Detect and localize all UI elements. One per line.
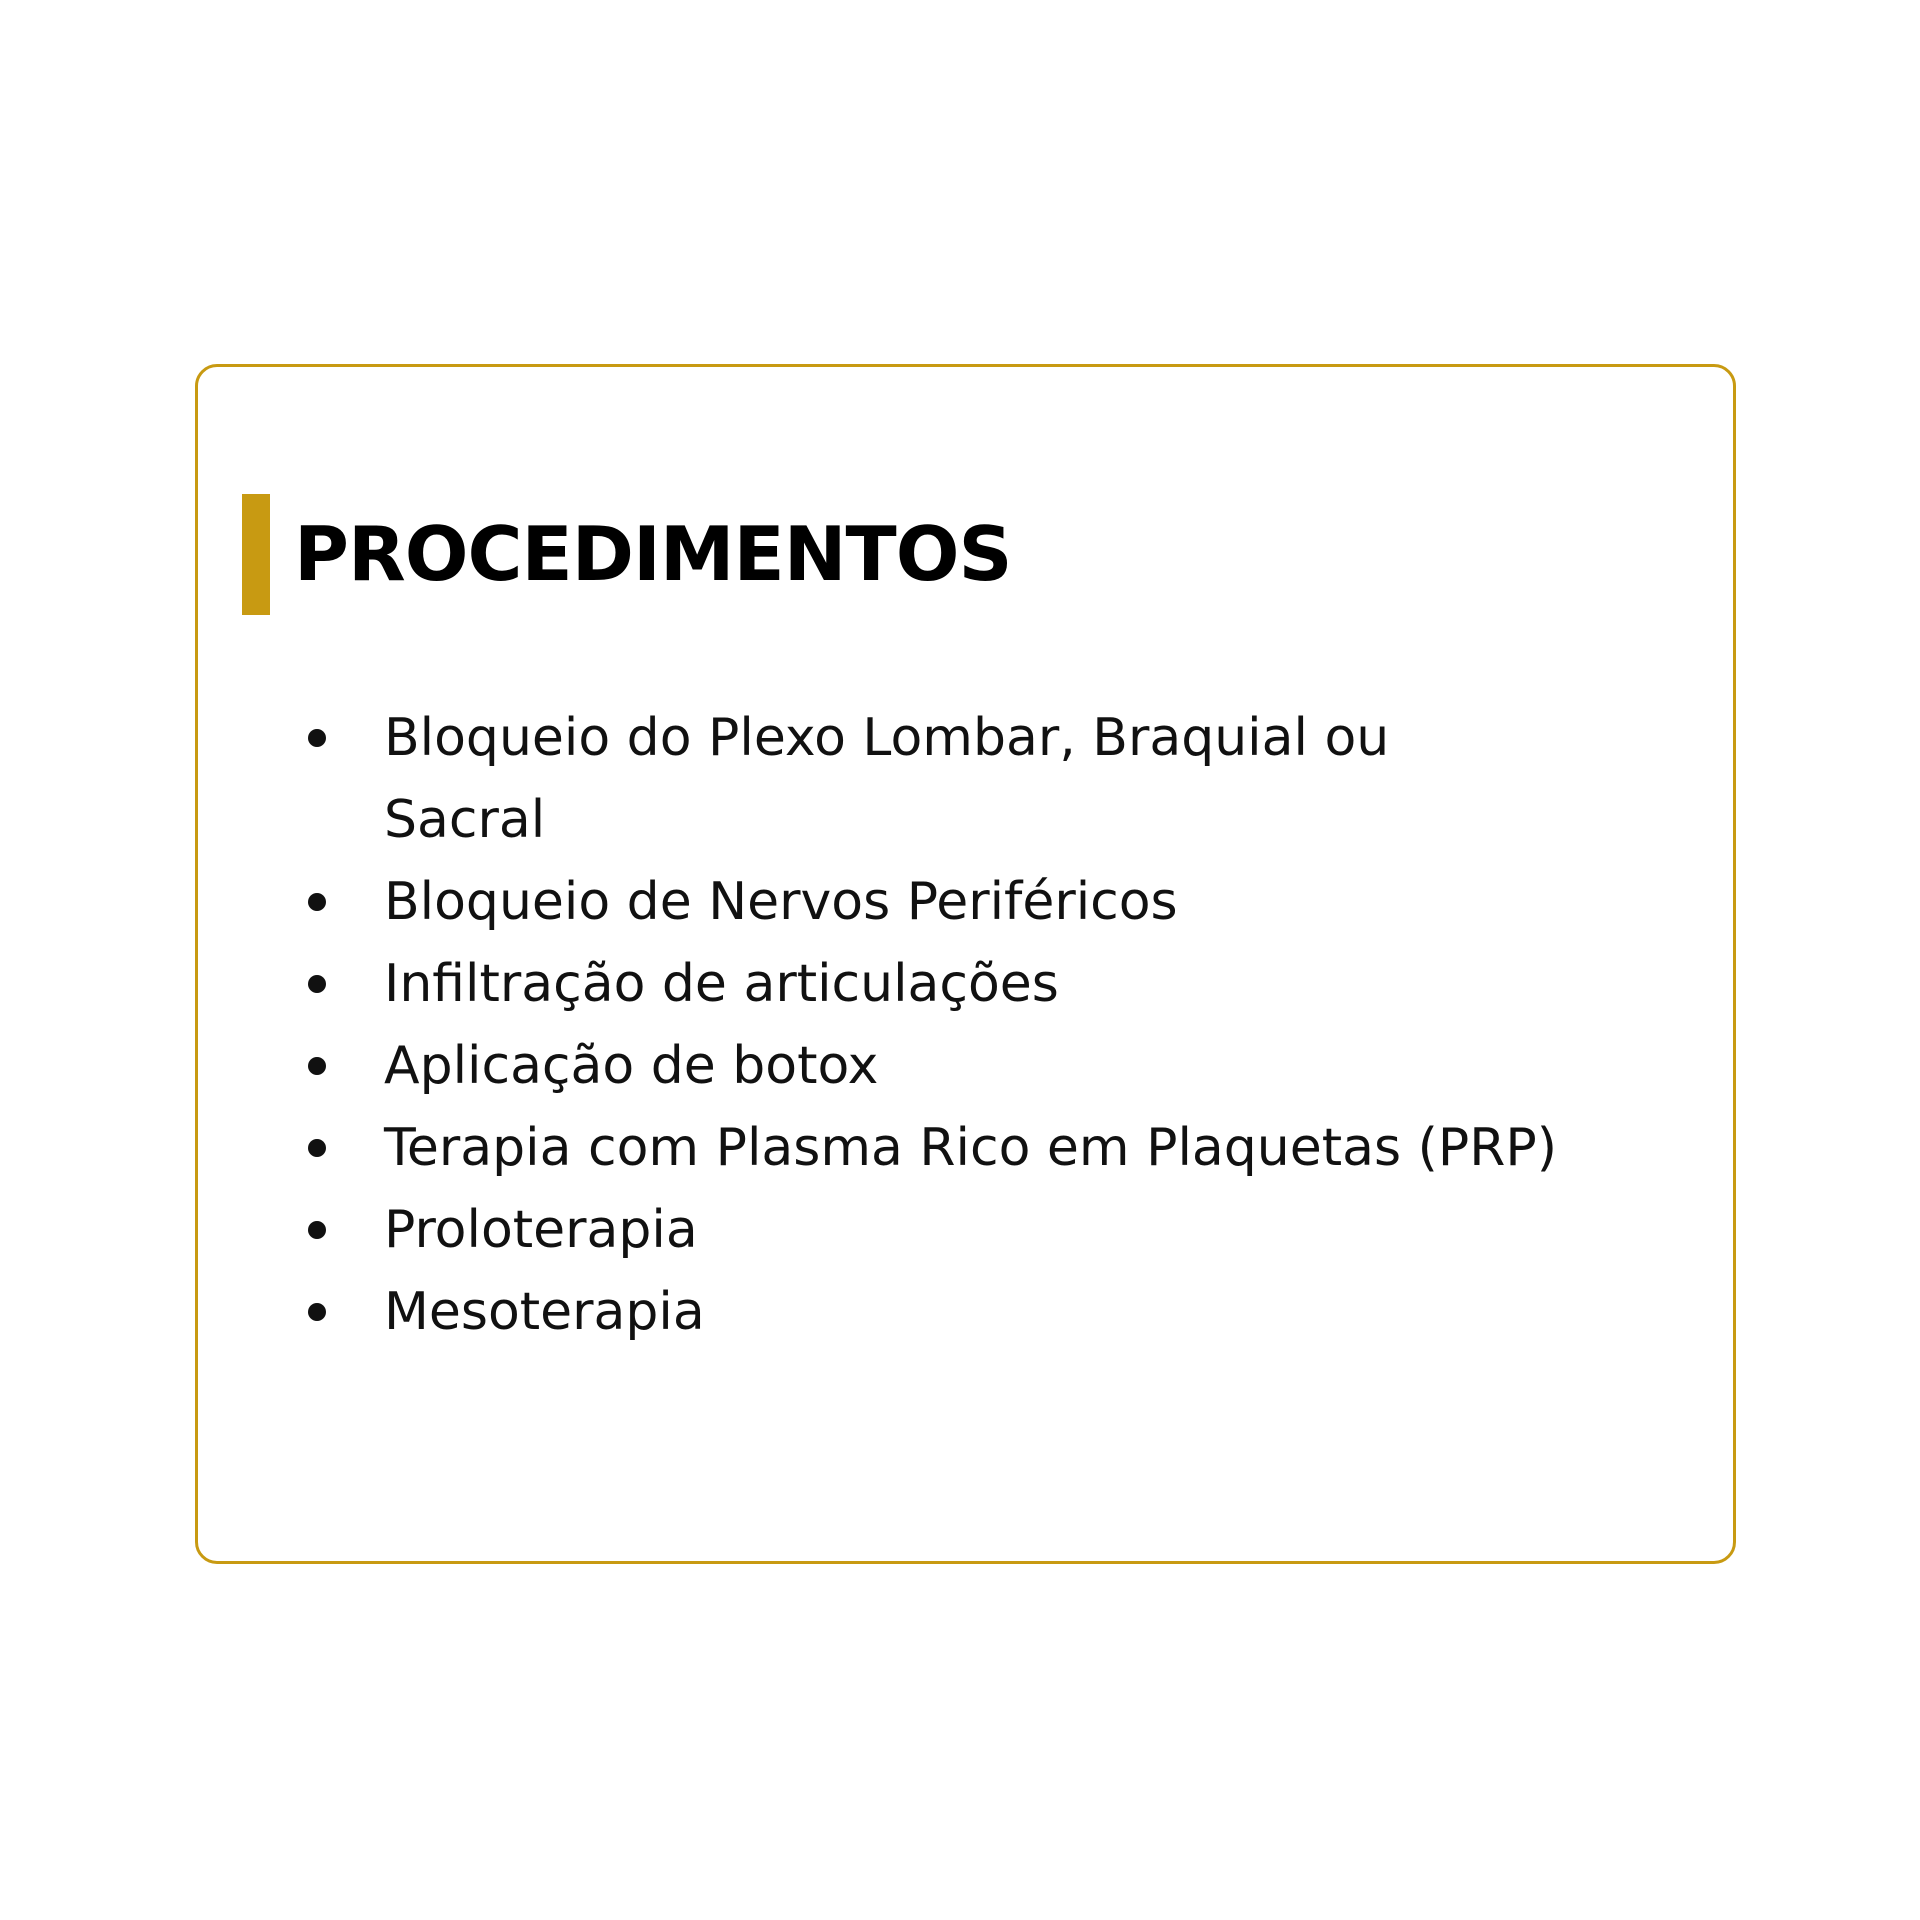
bullet-icon: [308, 975, 326, 993]
bullet-icon: [308, 1303, 326, 1321]
bullet-icon: [308, 1139, 326, 1157]
bullet-icon: [308, 1057, 326, 1075]
card-title: PROCEDIMENTOS: [294, 510, 1012, 598]
list-item: [308, 697, 1558, 861]
card-heading: [242, 494, 1011, 615]
list-item-label: Bloqueio do Plexo Lombar, Braquial ou Sacral: [384, 708, 1390, 850]
list-item: [308, 1025, 1558, 1107]
procedures-list: [308, 697, 1558, 1353]
list-item-label: Terapia com Plasma Rico em Plaquetas (PRP): [384, 1118, 1558, 1178]
list-item-label: Infiltração de articulações: [384, 954, 1059, 1014]
list-item: [308, 1107, 1558, 1189]
list-item-label: Bloqueio de Nervos Periféricos: [384, 872, 1178, 932]
list-item-label: Proloterapia: [384, 1200, 698, 1260]
bullet-icon: [308, 1221, 326, 1239]
list-item: [308, 861, 1558, 943]
bullet-icon: [308, 729, 326, 747]
list-item: [308, 1271, 1558, 1353]
list-item-label: Aplicação de botox: [384, 1036, 879, 1096]
heading-accent-bar: [242, 494, 270, 615]
list-item: [308, 1189, 1558, 1271]
bullet-icon: [308, 893, 326, 911]
list-item-label: Mesoterapia: [384, 1282, 705, 1342]
list-item: [308, 943, 1558, 1025]
procedures-card: [195, 364, 1736, 1564]
